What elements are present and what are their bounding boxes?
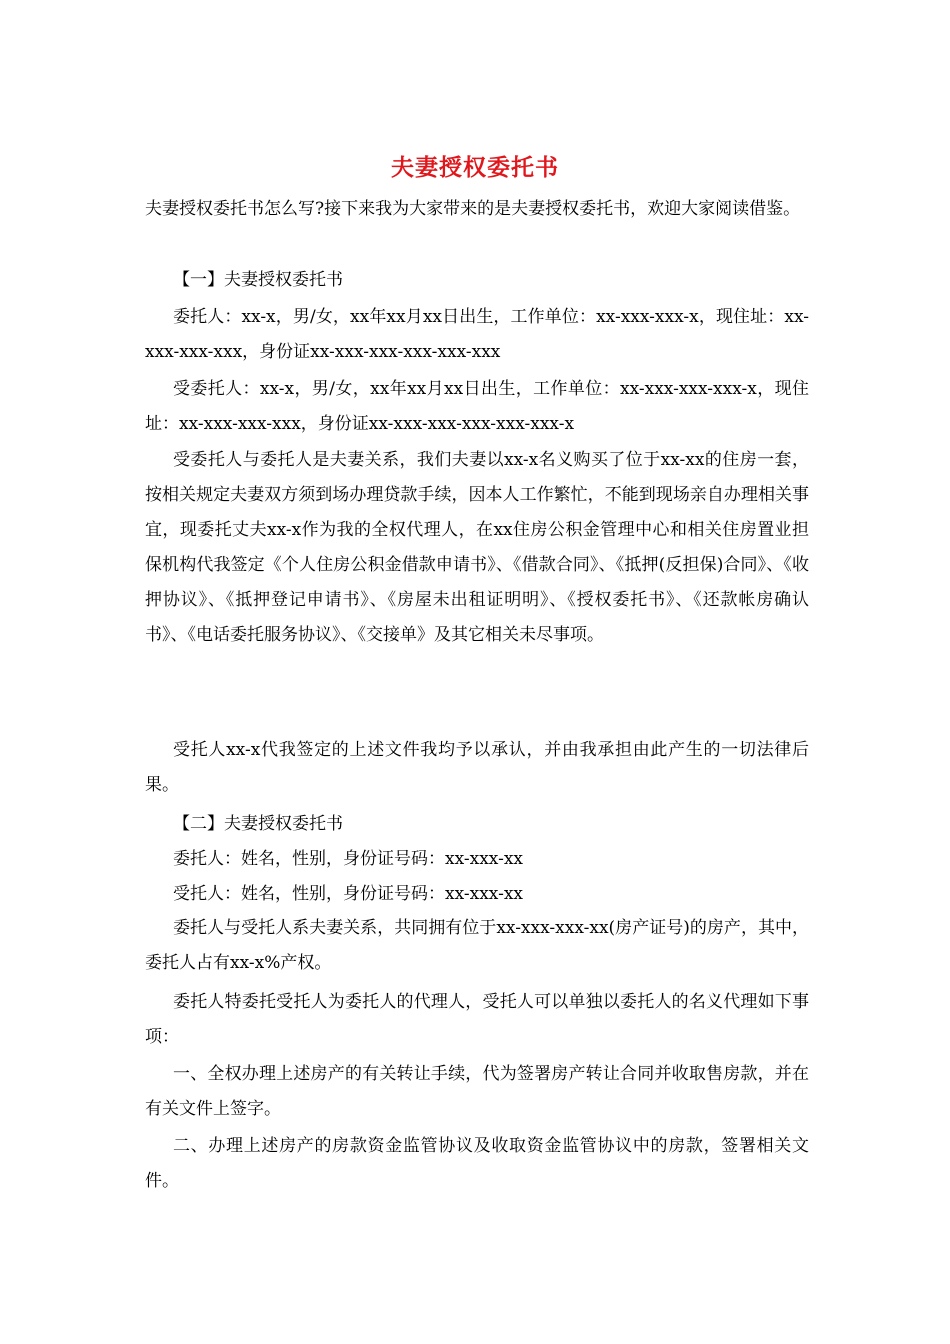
section-2-agent: 受托人：姓名，性别，身份证号码：xx-xxx-xx (173, 884, 524, 904)
section-2-relationship: 委托人与受托人系夫妻关系，共同拥有位于xx-xxx-xxx-xx(房产证号)的房产，其中，委托人占有xx-x%产权。 (145, 918, 809, 973)
section-1-agent: 受委托人：xx-x，男/女，xx年xx月xx日出生，工作单位：xx-xxx-xxx-xxx-x，现住址：xx-xxx-xxx-xxx，身份证xx-xxx-xxx-xxx-xxx-xxx-x (145, 379, 809, 434)
section-2-principal: 委托人：姓名，性别，身份证号码：xx-xxx-xx (173, 849, 524, 869)
section-2-item-2: 二、办理上述房产的房款资金监管协议及收取资金监管协议中的房款，签署相关文件。 (145, 1136, 809, 1191)
document-title: 夫妻授权委托书 (391, 154, 559, 181)
section-1-heading: 【一】夫妻授权委托书 (173, 270, 343, 290)
section-1-principal: 委托人：xx-x，男/女，xx年xx月xx日出生，工作单位：xx-xxx-xxx-x，现住址：xx-xxx-xxx-xxx，身份证xx-xxx-xxx-xxx-xxx-xxx (145, 307, 809, 362)
section-1-body: 受委托人与委托人是夫妻关系，我们夫妻以xx-x名义购买了位于xx-xx的住房一套，按相关规定夫妻双方须到场办理贷款手续，因本人工作繁忙，不能到现场亲自办理相关事宜，现委托丈夫xx-x作为我的全权代理人，在xx住房公积金管理中心和相关住房置业担保机构代我签定《个人住房公积金借款申请书》、《借款合同》、《抵押(反担保)合同》、《收押协议》、《抵押登记申请书》、《房屋未出租证明明》、《授权委托书》、《还款帐房确认书》、《电话委托服务协议》、《交接单》及其它相关未尽事项。 (145, 450, 809, 645)
section-2-heading: 【二】夫妻授权委托书 (173, 814, 343, 834)
section-2-item-1: 一、全权办理上述房产的有关转让手续，代为签署房产转让合同并收取售房款，并在有关文件上签字。 (145, 1064, 809, 1119)
section-1-closing: 受托人xx-x代我签定的上述文件我均予以承认，并由我承担由此产生的一切法律后果。 (145, 740, 809, 795)
section-2-appointment: 委托人特委托受托人为委托人的代理人，受托人可以单独以委托人的名义代理如下事项： (145, 992, 809, 1047)
intro-paragraph: 夫妻授权委托书怎么写?接下来我为大家带来的是夫妻授权委托书，欢迎大家阅读借鉴。 (145, 199, 801, 219)
